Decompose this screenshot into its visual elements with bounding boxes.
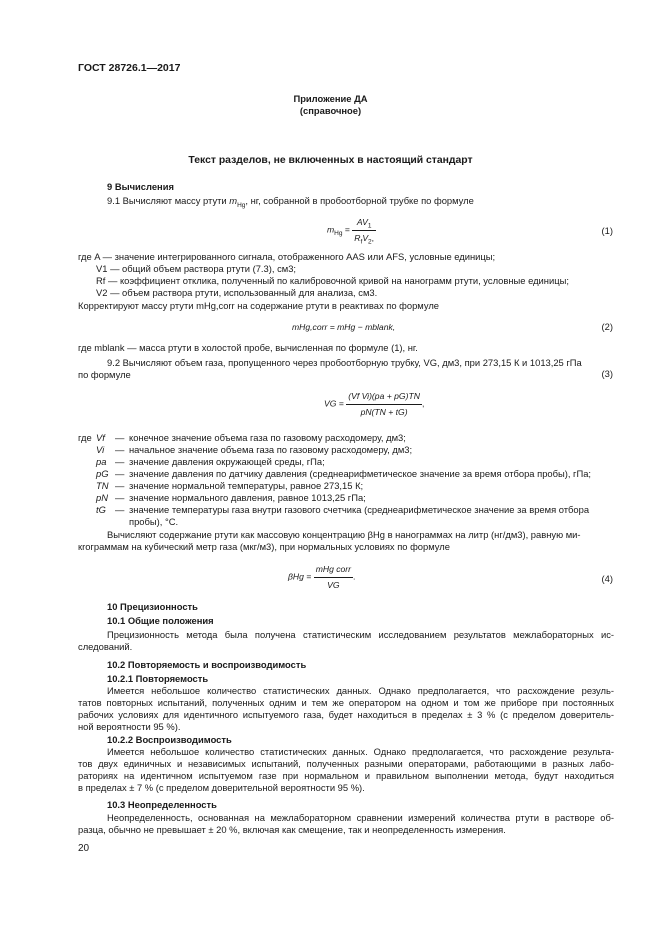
subsection-10-3-heading: 10.3 Неопределенность xyxy=(107,799,217,810)
equation-2: mHg,corr = mHg − mblank, xyxy=(292,322,396,332)
paragraph-10-3-line-1: Неопределенность, основанная на межлабораторном сравнении измерений количества ртути в растворе об- xyxy=(107,812,614,823)
definition-pn: значение нормального давления, равное 1013,25 гПа; xyxy=(129,492,366,503)
paragraph-10-2-1-line-3: рабочих условиях для идентичного испытуемого газа, будет находиться в пределах ± 3 % (с пределом доверитель- xyxy=(78,709,614,720)
subsection-10-1-heading: 10.1 Общие положения xyxy=(107,615,214,626)
definition-vf: конечное значение объема газа по газовому расходомеру, дм3; xyxy=(129,432,406,443)
definition-a: где A — значение интегрированного сигнала, отображенного AAS или AFS, условные единицы; xyxy=(78,251,496,262)
concentration-line-2: кrограммам на кубический метр газа (мкг/м3), при нормальных условиях по формуле xyxy=(78,541,450,552)
paragraph-10-3-line-2: разца, обычно не превышает ± 20 %, включая как смещение, так и неопределенность измерения. xyxy=(78,824,506,835)
symbol-pg: pG xyxy=(96,468,109,479)
symbol-tg: tG xyxy=(96,504,106,515)
definition-pa: значение давления окружающей среды, гПа; xyxy=(129,456,325,467)
equation-1: $m_{Hg}$ = $\frac{AV_1}{R_fV_2,}$ xyxy=(327,217,375,246)
document-code: ГОСТ 28726.1—2017 xyxy=(78,62,181,74)
symbol-tn: TN xyxy=(96,480,109,491)
paragraph-9-1: 9.1 Вычисляют массу ртути $m_{Hg}$, нг, собранной в пробоотборной трубке по формуле xyxy=(107,195,474,209)
paragraph-10-2-2-line-4: в пределах ± 7 % (с пределом доверительной вероятности 95 %). xyxy=(78,782,365,793)
paragraph-9-2-line-1: 9.2 Вычисляют объем газа, пропущенного через пробоотборную трубку, VG, дм3, при 273,15 К и 1013,25 гПа xyxy=(107,357,582,368)
appendix-subtitle: (справочное) xyxy=(299,105,362,116)
equation-4: βHg = $\frac{\text{mHg corr}}{VG}$ . xyxy=(288,564,356,590)
paragraph-10-2-1-line-2: татов повторных испытаний, полученных одним и тем же оператором на одном и том же приборе при постоянных xyxy=(78,697,614,708)
symbol-pn: pN xyxy=(96,492,108,503)
paragraph-10-2-2-line-2: тов двух единичных и независимых испытаний, полученных разными операторами, работающими в разных лабо- xyxy=(78,758,614,769)
definition-vi: начальное значение объема газа по газовому расходомеру, дм3; xyxy=(129,444,413,455)
definition-pg: значение давления по датчику давления (среднеарифметическое значение за время отбора пробы), гПа; xyxy=(129,468,592,479)
paragraph-10-2-1-line-4: ной вероятности 95 %). xyxy=(78,721,181,732)
equation-3: VG = $\frac{\text{(Vf Vi)(pa + pG)TN}}{pN(TN + tG)}$ , xyxy=(324,391,425,417)
appendix-title: Приложение ДА xyxy=(293,93,368,104)
equation-3-number: (3) xyxy=(601,368,613,379)
symbol-vi: Vi xyxy=(96,444,105,455)
section-10-heading: 10 Прецизионность xyxy=(107,601,198,612)
paragraph-10-1-line-2: следований. xyxy=(78,641,133,652)
definition-rf: Rf — коэффициент отклика, полученный по калибровочной кривой на нанограмм ртути, условные единицы; xyxy=(96,275,569,286)
paragraph-10-2-1-line-1: Имеется небольшое количество статистических данных. Однако предполагается, что расхождение резуль- xyxy=(107,685,614,696)
main-title: Текст разделов, не включенных в настоящий стандарт xyxy=(188,155,473,166)
where-label: где xyxy=(78,432,92,443)
symbol-pa: pa xyxy=(96,456,107,467)
subsection-10-2-1-heading: 10.2.1 Повторяемость xyxy=(107,673,209,684)
definition-tg-continued: пробы), °С. xyxy=(129,516,179,527)
paragraph-10-2-2-line-3: раториях на идентичном испытуемом газе при нормальном и правильном выполнении метода, будут находиться xyxy=(78,770,614,781)
subsection-10-2-heading: 10.2 Повторяемость и воспроизводимость xyxy=(107,659,307,670)
equation-4-number: (4) xyxy=(601,573,613,584)
equation-2-number: (2) xyxy=(601,321,613,332)
paragraph-9-2-line-2: по формуле xyxy=(78,369,131,380)
subsection-10-2-2-heading: 10.2.2 Воспроизводимость xyxy=(107,734,232,745)
paragraph-10-1-line-1: Прецизионность метода была получена статистическим исследованием результатов межлабораторных ис- xyxy=(107,629,614,640)
definition-v1: V1 — общий объем раствора ртути (7.3), см3; xyxy=(96,263,297,274)
concentration-line-1: Вычисляют содержание ртути как массовую концентрацию βHg в нанограммах на литр (нг/дм3), равную ми- xyxy=(107,529,581,540)
definition-tn: значение нормальной температуры, равное 273,15 К; xyxy=(129,480,364,491)
section-9-heading: 9 Вычисления xyxy=(107,181,174,192)
equation-1-number: (1) xyxy=(601,225,613,236)
page-number: 20 xyxy=(78,843,90,854)
symbol-vf: Vf xyxy=(96,432,105,443)
correction-text: Корректируют массу ртути mHg,corr на содержание ртути в реактивах по формуле xyxy=(78,300,440,311)
blank-definition: где mblank — масса ртути в холостой пробе, вычисленная по формуле (1), нг. xyxy=(78,342,418,353)
definition-tg: значение температуры газа внутри газового счетчика (среднеарифметическое значение за время отбора xyxy=(129,504,590,515)
definition-v2: V2 — объем раствора ртути, использованный для анализа, см3. xyxy=(96,287,378,298)
paragraph-10-2-2-line-1: Имеется небольшое количество статистических данных. Однако предполагается, что расхождение результа- xyxy=(107,746,614,757)
